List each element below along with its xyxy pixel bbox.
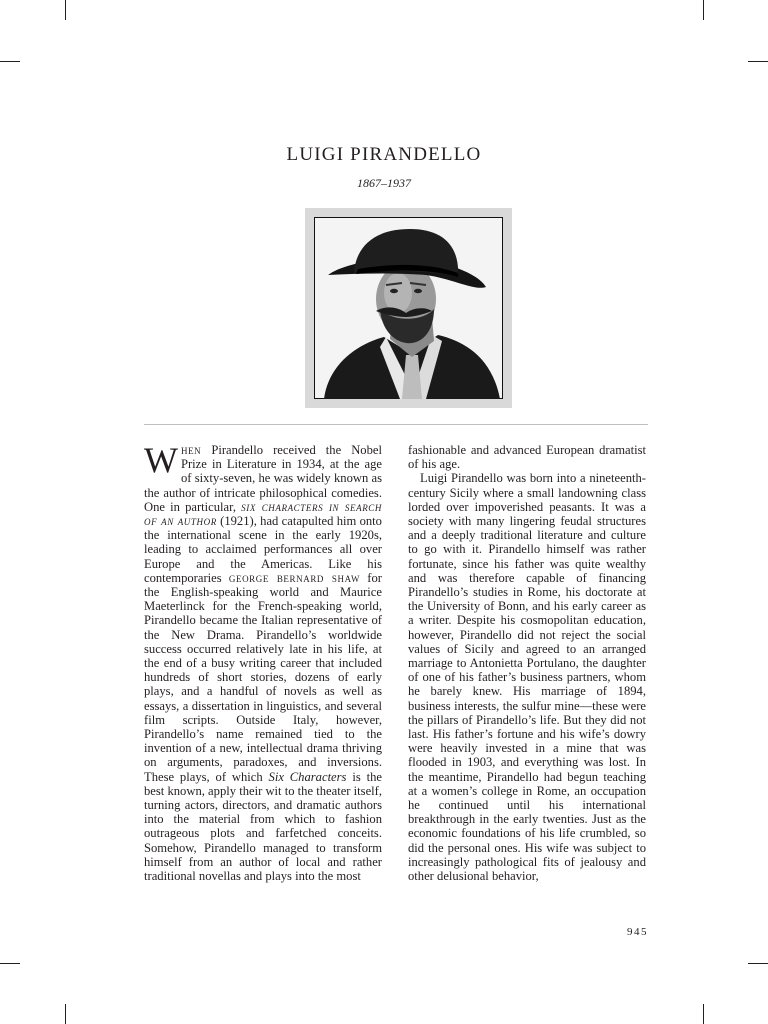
crop-mark — [65, 0, 66, 20]
text-column-left — [144, 440, 382, 884]
body-text: for the English-speaking world and Maurice Maeterlinck for the French-speaking world, Pirandello became the Italian representative of the New Drama. Pirandello’s worldwide success occurred relatively late in his life, at the end of a busy writing career that included hundreds of short stories, dozens of early plays, and a handful of novels as well as essays, a dissertation in linguistics, and several film scripts. Outside Italy, however, Pirandello’s name remained tied to the invention of a new, intellectual drama thriving on arguments, paradoxes, and inversions. These plays, of which — [144, 570, 382, 784]
author-portrait — [314, 217, 503, 399]
crop-mark — [748, 963, 768, 964]
cross-reference-title: six characters in search of an author — [144, 499, 382, 529]
page-title: LUIGI PIRANDELLO — [286, 144, 482, 165]
portrait-frame — [305, 208, 512, 408]
life-dates: 1867–1937 — [357, 176, 411, 190]
cross-reference-name: george bernard shaw — [228, 570, 361, 585]
drop-cap: W — [144, 440, 178, 480]
paragraph: Luigi Pirandello was born into a nineteenth-century Sicily where a small landowning class lorded over impoverished peasants. It was a society with many lingering feudal structures and a deeply traditional literature and culture to go with it. Pirandello himself was rather fortunate, since his father was quite wealthy and was therefore capable of financing Pirandello’s studies in Rome, his doctorate at the University of Bonn, and his early career as a writer. Despite his cosmopolitan education, however, Pirandello did not reject the social values of Sicily and agreed to an arranged marriage to Antonietta Portulano, the daughter of one of his father’s business partners, whom he barely knew. His marriage of 1894, business interests, the sulfur mine—these were the pillars of Pirandello’s life. But they did not last. His father’s fortune and his wife’s dowry were heavily invested in a mine that was flooded in 1903, and everything was lost. In the meantime, Pirandello had begun teaching at a women’s college in Rome, an occupation he continued until his international breakthrough in the early twenties. Just as the economic foundations of his life crumbled, so did the personal ones. His wife was subject to increasingly pathological fits of jealousy and other delusional behavior, — [408, 471, 646, 884]
paragraph: fashionable and advanced European dramatist of his age. — [408, 443, 646, 472]
page-number: 945 — [627, 926, 648, 938]
crop-mark — [703, 1004, 704, 1024]
crop-mark — [65, 1004, 66, 1024]
text-column-right — [408, 443, 646, 883]
section-divider — [144, 424, 648, 425]
crop-mark — [703, 0, 704, 20]
crop-mark — [748, 61, 768, 62]
crop-mark — [0, 61, 20, 62]
paragraph — [144, 440, 382, 884]
body-text: Pirandello received the Nobel Prize in Literature in 1934, at the age of sixty-seven, he was widely known as the author of intricate philosophical comedies. One in particular, — [144, 443, 382, 514]
italic-title: Six Characters — [268, 769, 347, 784]
body-text: (1921), had catapulted him onto the international scene in the early 1920s, leading to acclaimed performances all over Europe and the Americas. Like his contemporaries — [144, 514, 382, 585]
body-text: is the best known, apply their wit to the theater itself, turning actors, directors, and dramatic authors into the material from which to fashion outrageous plots and farfetched conceits. Somehow, Pirandello managed to transform himself from an author of local and rather traditional novellas and plays into the most — [144, 769, 382, 884]
crop-mark — [0, 963, 20, 964]
small-caps-text: hen — [180, 443, 202, 457]
